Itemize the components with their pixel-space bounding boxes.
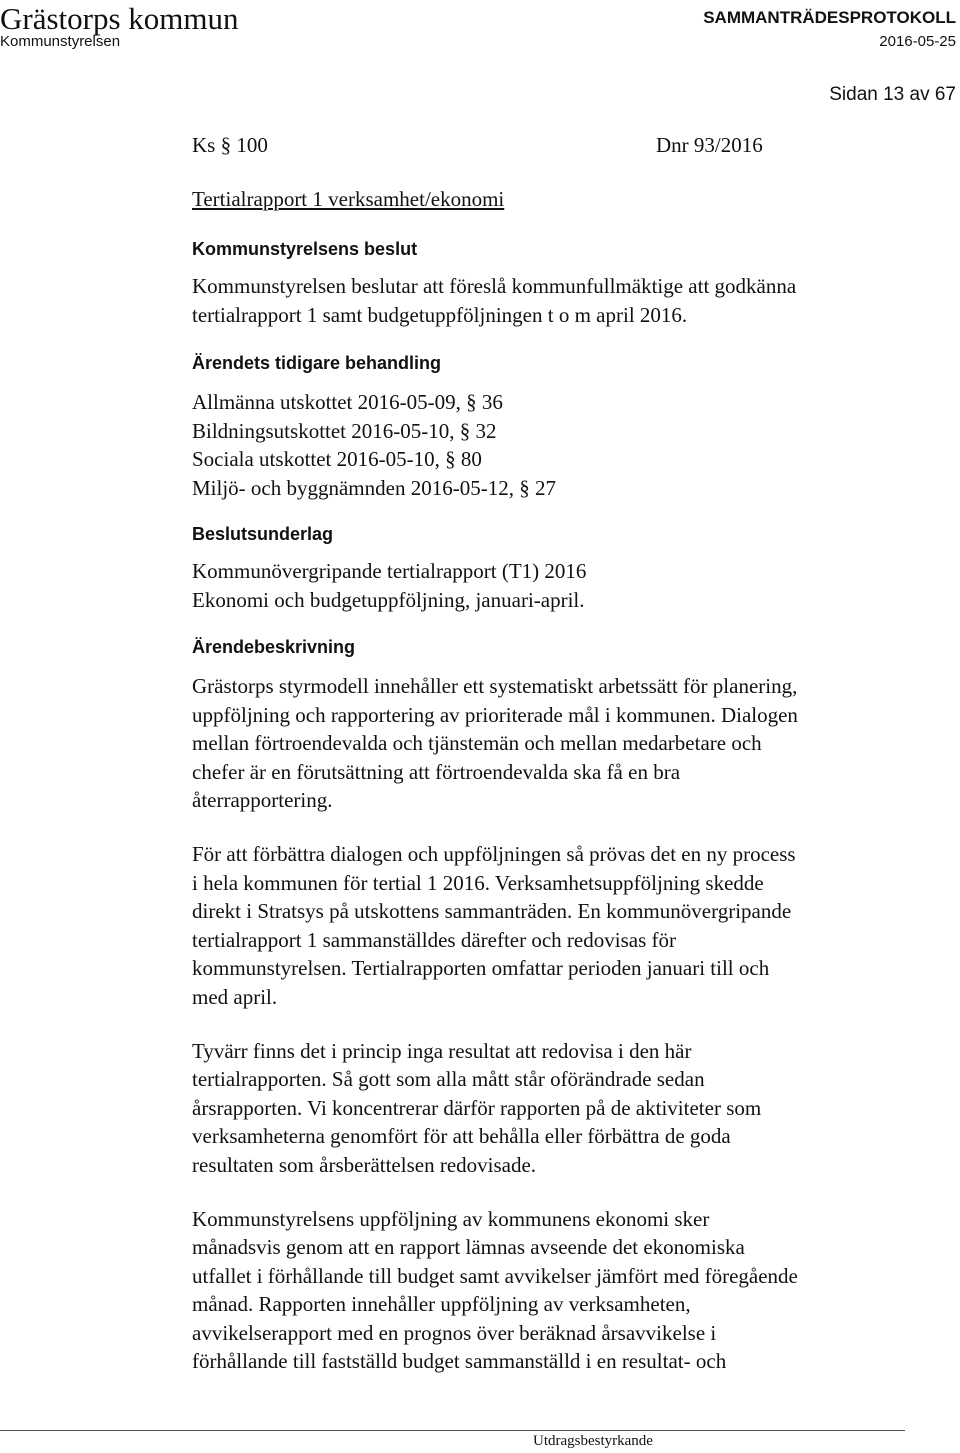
text-line: För att förbättra dialogen och uppföljningen så prövas det en ny process <box>192 841 796 866</box>
text-line: utfallet i förhållande till budget samt avvikelser jämfört med föregående <box>192 1263 798 1288</box>
basis-list <box>192 557 912 614</box>
text-line: mellan förtroendevalda och tjänstemän och mellan medarbetare och <box>192 731 762 756</box>
decision-heading: Kommunstyrelsens beslut <box>192 239 418 259</box>
text-line: chefer är en förutsättning att förtroendevalda ska få en bra <box>192 759 681 784</box>
text-line: årsrapporten. Vi koncentrerar därför rapporten på de aktiviteter som <box>192 1095 762 1120</box>
text-line: verksamheterna genomfört för att behålla eller förbättra de goda <box>192 1124 731 1149</box>
decision-section <box>192 238 912 329</box>
text-line: Allmänna utskottet 2016-05-09, § 36 <box>192 390 503 414</box>
text-line: med april. <box>192 984 278 1009</box>
text-line: tertialrapporten. Så gott som alla mått står oförändrade sedan <box>192 1067 705 1092</box>
text-line: direkt i Stratsys på utskottens sammanträden. En kommunövergripande <box>192 899 792 924</box>
prior-handling-list <box>192 388 912 502</box>
meeting-date: 2016-05-25 <box>879 33 956 50</box>
description-heading: Ärendebeskrivning <box>192 637 356 657</box>
organization-unit: Kommunstyrelsen <box>0 33 121 50</box>
text-line: förhållande till fastställd budget sammanställd i en resultat- och <box>192 1349 727 1374</box>
text-line: månadsvis genom att en rapport lämnas avseende det ekonomiska <box>192 1235 745 1260</box>
text-line: månad. Rapporten innehåller uppföljning av verksamheten, <box>192 1292 691 1317</box>
description-paragraph <box>192 840 912 1012</box>
description-paragraph <box>192 672 912 815</box>
prior-handling-section <box>192 352 912 502</box>
text-line: kommunstyrelsen. Tertialrapporten omfattar perioden januari till och <box>192 956 770 981</box>
certification-label: Utdragsbestyrkande <box>533 1433 653 1449</box>
paragraph-reference-row <box>192 132 792 158</box>
text-line: tertialrapport 1 sammanställdes därefter och redovisas för <box>192 927 676 952</box>
text-line: återrapportering. <box>192 788 333 813</box>
description-section <box>192 636 912 1376</box>
decision-text <box>192 272 912 329</box>
text-line: Grästorps styrmodell innehåller ett systematiskt arbetssätt för planering, <box>192 674 798 698</box>
description-paragraph <box>192 1037 912 1180</box>
text-line: i hela kommunen för tertial 1 2016. Verksamhetsuppföljning skedde <box>192 870 764 895</box>
text-line: Bildningsutskottet 2016-05-10, § 32 <box>192 418 497 443</box>
organization-name: Grästorps kommun <box>0 1 239 36</box>
text-line: tertialrapport 1 samt budgetuppföljningen t o m april 2016. <box>192 302 688 327</box>
page-number: Sidan 13 av 67 <box>829 84 956 105</box>
basis-section <box>192 523 912 614</box>
case-title: Tertialrapport 1 verksamhet/ekonomi <box>192 187 505 211</box>
prior-handling-heading: Ärendets tidigare behandling <box>192 353 442 373</box>
text-line: Tyvärr finns det i princip inga resultat att redovisa i den här <box>192 1038 692 1063</box>
text-line: avvikelserapport med en prognos över beräknad årsavvikelse i <box>192 1320 717 1345</box>
diary-number: Dnr 93/2016 <box>656 133 763 157</box>
basis-heading: Beslutsunderlag <box>192 524 334 544</box>
footer-divider <box>0 1430 905 1431</box>
text-line: Sociala utskottet 2016-05-10, § 80 <box>192 447 482 472</box>
text-line: Kommunövergripande tertialrapport (T1) 2016 <box>192 559 587 583</box>
text-line: Miljö- och byggnämnden 2016-05-12, § 27 <box>192 475 556 500</box>
text-line: Kommunstyrelsens uppföljning av kommunens ekonomi sker <box>192 1206 710 1231</box>
text-line: resultaten som årsberättelsen redovisade. <box>192 1152 537 1177</box>
description-paragraph <box>192 1205 912 1377</box>
text-line: Ekonomi och budgetuppföljning, januari-april. <box>192 587 585 612</box>
document-type: SAMMANTRÄDESPROTOKOLL <box>703 8 956 27</box>
text-line: uppföljning och rapportering av prioriterade mål i kommunen. Dialogen <box>192 702 798 727</box>
paragraph-number: Ks § 100 <box>192 133 268 157</box>
text-line: Kommunstyrelsen beslutar att föreslå kommunfullmäktige att godkänna <box>192 274 797 298</box>
